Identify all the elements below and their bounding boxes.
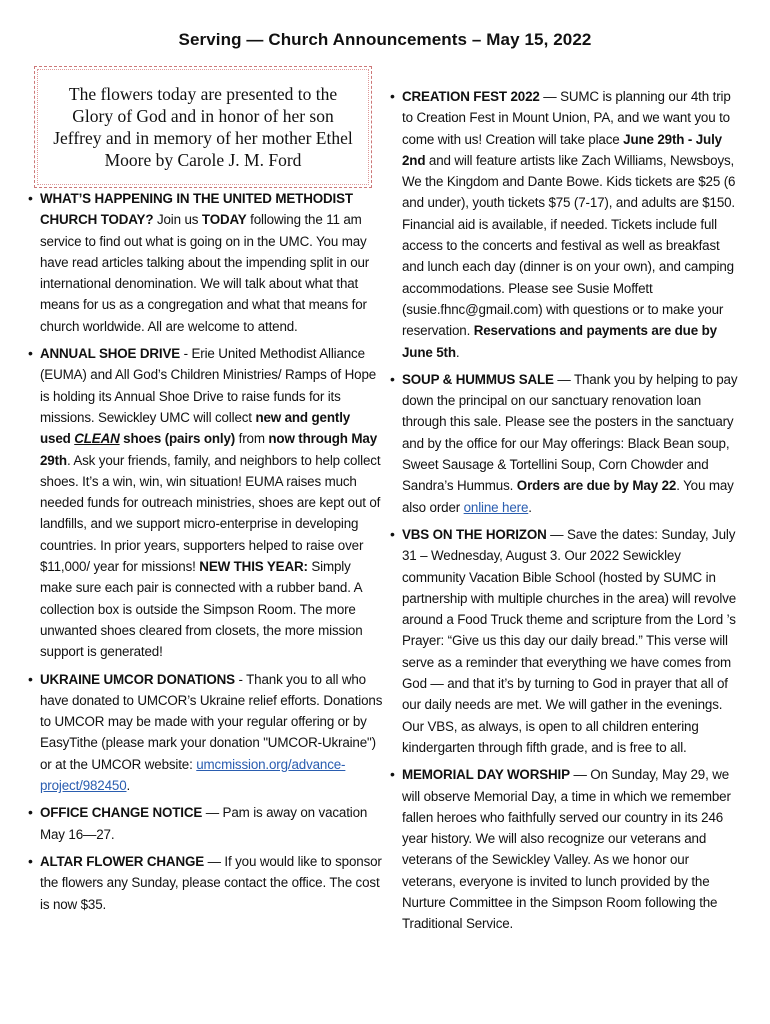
announcement-heading: VBS ON THE HORIZON: [402, 526, 547, 542]
announcement-text: — Pam is away on vacation May 16—27.: [40, 805, 368, 842]
announcement-text: Simply make sure each pair is connected with a rubber band. A collection box is outside the Simpson Room. The more unwanted shoes cleared from closets, the more mission support is generated!: [40, 559, 363, 660]
umcor-link[interactable]: umcmission.org/advance-project/982450: [40, 756, 346, 794]
announcement-bold: June 29th - July 2nd: [402, 131, 722, 168]
announcement-text: .: [126, 778, 131, 794]
announcement-bold: NEW THIS YEAR:: [199, 559, 308, 575]
announcement-text: — SUMC is planning our 4th trip to Creation Fest in Mount Union, PA, and we want you to come with us! Creation will take place: [402, 89, 731, 147]
announcement-text: — Save the dates: Sunday, July 31 – Wednesday, August 3. Our 2022 Sewickley community Vacation Bible School (hosted by SUMC in partnership with multiple churches in the area) will revolve around a Food Truck theme and scripture from the Lord ’s Prayer: “Give us this day our daily bread.” This verse will serve as a reminder that everything we have comes from God — and that it’s by turning to God in prayer that all of our daily needs are met. We will gather in the evenings. Our VBS, as always, is open to all children entering kindergarten through fifth grade, and is free to all.: [402, 526, 737, 755]
announcement-heading: OFFICE CHANGE NOTICE: [40, 805, 203, 821]
announcement-umc-today: [28, 188, 384, 337]
announcement-heading: UKRAINE UMCOR DONATIONS: [40, 671, 235, 687]
right-column: [390, 86, 742, 941]
flower-dedication-box: [34, 66, 372, 188]
announcement-bold: now through May 29th: [40, 431, 377, 468]
page-title: Serving — Church Announcements – May 15, 2022: [178, 30, 592, 49]
announcement-text: — Thank you by helping to pay down the principal on our sanctuary renovation loan through this sale. Please see the posters in the sanctuary and by the office for our May offerings: Black Bean soup, Sweet Sausage & Tortellini Soup, Corn Chowder and Sandra’s Hummus.: [402, 371, 738, 494]
announcement-creation-fest: [390, 86, 742, 363]
announcement-heading: CREATION FEST 2022: [402, 89, 540, 104]
announcement-ukraine-umcor: [28, 669, 384, 797]
announcement-text: — On Sunday, May 29, we will observe Memorial Day, a time in which we remember fallen heroes who faithfully served our country in its 246 year history. We will also recognize our veterans and veterans of the Sewickley Valley. As we honor our veterans, everyone is invited to lunch provided by the Nurture Committee in the Simpson Room following the Traditional Service.: [402, 767, 731, 932]
announcement-text: — If you would like to sponsor the flowers any Sunday, please contact the office. The cost is now $35.: [40, 853, 382, 912]
announcement-soup-hummus: [390, 369, 742, 518]
announcement-text: .: [528, 499, 532, 515]
announcement-bold: Orders are due by May 22: [516, 478, 677, 494]
announcement-text: and will feature artists like Zach Williams, Newsboys, We the Kingdom and Dante Bowe. Kids tickets are $25 (6 and under), youth tickets $75 (7-17), and adults are $150. Financial aid is available, if needed. Tickets include full access to the concerts and festival as well as breakfast and lunch each day (dinner is on your own), and camping accommodations. Please see Susie Moffett (susie.fhnc@gmail.com) with questions or to make your reservation.: [402, 152, 736, 339]
announcement-memorial-day: [390, 764, 742, 934]
announcement-heading: SOUP & HUMMUS SALE: [402, 371, 554, 387]
flower-dedication-text: The flowers today are presented to the Glory of God and in honor of her son Jeffrey and in memory of her mother Ethel Moore by Carole J. M. Ford: [53, 84, 353, 170]
announcement-office-change: [28, 802, 384, 845]
announcement-shoe-drive: [28, 343, 384, 662]
announcement-text: . You may also order: [402, 478, 734, 515]
announcement-bold: TODAY: [201, 212, 247, 228]
announcement-bold: shoes (pairs only): [119, 431, 236, 447]
announcement-bold: new and gently used: [40, 409, 351, 447]
announcement-heading: ANNUAL SHOE DRIVE: [40, 346, 181, 362]
announcement-heading: WHAT’S HAPPENING IN THE UNITED METHODIST CHURCH TODAY?: [40, 191, 353, 228]
announcement-heading: MEMORIAL DAY WORSHIP: [402, 767, 570, 783]
announcement-text: from: [235, 431, 269, 447]
announcement-text: . Ask your friends, family, and neighbors to help collect shoes. It’s a win, win, win situation! EUMA raises much needed funds for outreach ministries, shoes are kept out of landfills, and we support micro-enterprise in developing countries. In prior years, supporters helped to raise over $11,000/ year for missions!: [40, 452, 381, 575]
announcement-text: - Erie United Methodist Alliance (EUMA) and All God’s Children Ministries/ Ramps of Hope is holding its Annual Shoe Drive to raise funds for its missions. Sewickley UMC will collect: [40, 346, 377, 425]
announcement-altar-flowers: [28, 851, 384, 915]
announcement-text: .: [455, 344, 460, 360]
announcement-heading: ALTAR FLOWER CHANGE: [40, 853, 205, 869]
order-online-link[interactable]: online here: [463, 499, 529, 515]
announcement-bold: Reservations and payments are due by June 5th: [402, 323, 717, 360]
announcement-bold-underline: CLEAN: [74, 431, 120, 447]
announcement-text: following the 11 am service to find out what is going on in the UMC. You may have read articles talking about the impending split in our international denomination. We will talk about what that means for us as a congregation and what that means for church worldwide. All are welcome to attend.: [40, 212, 370, 334]
announcement-vbs: [390, 524, 742, 758]
announcement-text: Join us: [153, 212, 202, 228]
announcement-text: - Thank you to all who have donated to UMCOR’s Ukraine relief efforts. Donations to UMCOR may be made with your regular offering or by EasyTithe (please mark your donation "UMCOR-Ukraine") or at the UMCOR website:: [40, 671, 383, 772]
left-column: [28, 60, 384, 921]
